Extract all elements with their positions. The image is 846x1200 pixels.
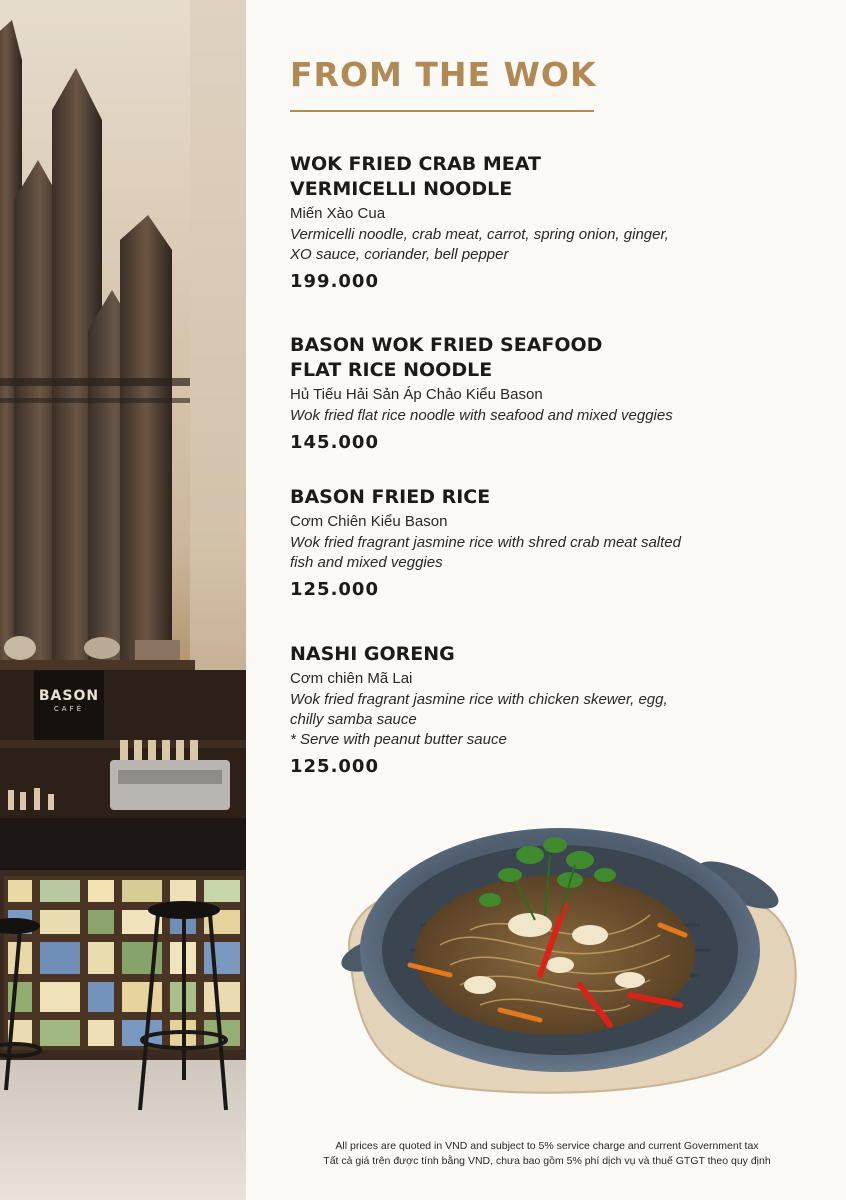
item-description: Wok fried fragrant jasmine rice with chicken skewer, egg,: [290, 691, 668, 708]
menu-item-nashi-goreng: [290, 642, 770, 777]
item-description: Wok fried flat rice noodle with seafood and mixed veggies: [290, 407, 673, 424]
item-vietnamese-name: Cơm chiên Mã Lai: [290, 670, 413, 687]
menu-item-crab-vermicelli: [290, 152, 770, 292]
dish-photo: [330, 815, 810, 1105]
menu-item-bason-fried-rice: [290, 485, 770, 600]
item-name: WOK FRIED CRAB MEAT: [290, 153, 541, 175]
cafe-interior-illustration: [0, 0, 246, 1200]
cafe-sign-line2: CAFÉ: [53, 705, 85, 713]
item-vietnamese-name: Cơm Chiên Kiểu Bason: [290, 513, 448, 530]
item-price: 145.000: [290, 432, 379, 453]
price-note-english: All prices are quoted in VND and subject to 5% service charge and current Government tax: [335, 1140, 759, 1152]
item-description: XO sauce, coriander, bell pepper: [290, 246, 509, 263]
menu-item-seafood-flat-noodle: [290, 333, 770, 453]
item-vietnamese-name: Miến Xào Cua: [290, 205, 386, 222]
section-title: FROM THE WOK: [290, 55, 597, 94]
item-price: 125.000: [290, 756, 379, 777]
item-name: BASON FRIED RICE: [290, 486, 491, 508]
item-name: VERMICELLI NOODLE: [290, 178, 513, 200]
price-note: [248, 1139, 846, 1169]
item-name: FLAT RICE NOODLE: [290, 359, 493, 381]
cafe-sign: [34, 688, 104, 713]
price-note-vietnamese: Tất cả giá trên được tính bằng VND, chưa bao gồm 5% phí dịch vụ và thuế GTGT theo quy định: [323, 1155, 771, 1167]
cafe-interior-photo: [0, 0, 246, 1200]
item-price: 125.000: [290, 579, 379, 600]
item-description: Wok fried fragrant jasmine rice with shred crab meat salted: [290, 534, 681, 551]
item-description: fish and mixed veggies: [290, 554, 443, 571]
item-price: 199.000: [290, 271, 379, 292]
sizzling-plate-noodle-illustration: [330, 815, 810, 1105]
item-vietnamese-name: Hủ Tiếu Hải Sản Áp Chảo Kiểu Bason: [290, 386, 543, 403]
item-description: Vermicelli noodle, crab meat, carrot, spring onion, ginger,: [290, 226, 669, 243]
item-note: * Serve with peanut butter sauce: [290, 731, 507, 748]
title-divider: [290, 110, 594, 112]
item-description: chilly samba sauce: [290, 711, 417, 728]
item-name: BASON WOK FRIED SEAFOOD: [290, 334, 603, 356]
cafe-sign-line1: BASON: [38, 688, 100, 704]
item-name: NASHI GORENG: [290, 643, 455, 665]
